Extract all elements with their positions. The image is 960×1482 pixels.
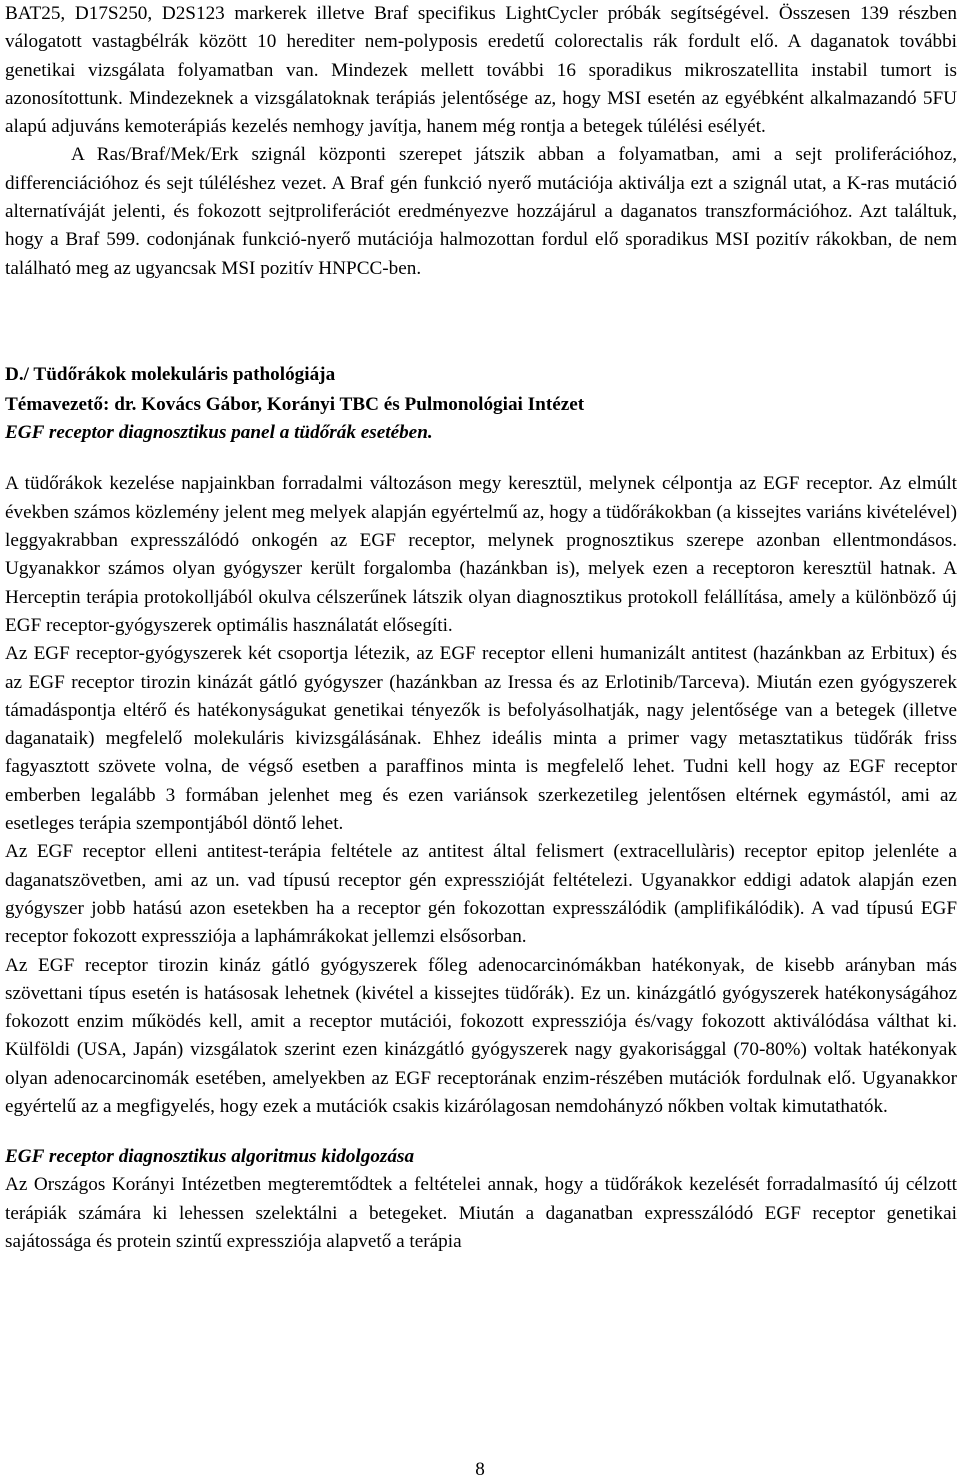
document-page [5, 0, 957, 1256]
body-paragraph: Az EGF receptor-gyógyszerek két csoportja létezik, az EGF receptor elleni humanizált antitest (hazánkban az Erbitux) és az EGF receptor tirozin kinázát gátló gyógyszer (hazánkban az Iressa és az Erlotinib/Tarceva). Miután ezen gyógyszerek támadáspontja eltérő és hatékonyságukat genetikai tényezők is befolyásolhatják, nagy jelentősége van a betegek (illetve daganataik) megfelelő molekuláris kivizsgálásának. Ehhez ideális minta a primer vagy metasztatikus tüdőrák friss fagyasztott szövete volna, de végső esetben a paraffinos minta is megfelelő lehet. Tudni kell hogy az EGF receptor emberben legalább 3 formában jelenhet meg és ezen variánsok szerkezetileg jelentősen eltérnek egymástól, ami az esetleges terápia szempontjából döntő lehet. [5, 643, 957, 835]
algorithm-spacer [5, 1121, 957, 1143]
section-heading: D./ Tüdőrákok molekuláris pathológiája [5, 363, 336, 385]
algorithm-paragraph: Az Országos Korányi Intézetben megteremtődtek a feltételei annak, hogy a tüdőrákok kezelését forradalmasító új célzott terápiák számára ki lehessen szelektálni a betegeket. Miután a daganatban expresszálódó EGF receptor genetikai sajátossága és protein szintű expressziója alapvető a terápia [5, 1174, 957, 1252]
body-paragraph: Az EGF receptor tirozin kináz gátló gyógyszerek főleg adenocarcinómákban hatékonyak, de kisebb arányban más szövettani típus esetén is hatásosak lehetnek (kivétel a kissejtes tüdőrák). Ez un. kinázgátló gyógyszerek hatékonyságához fokozott enzim működés kell, amit a receptor mutációi, fokozott expressziója és/vagy fokozott aktiválódása válthat ki. Külföldi (USA, Japán) vizsgálatok szerint ezen kinázgátló gyógyszerek nagy gyakorisággal (70-80%) voltak hatékonyak olyan adenocarcinomák esetében, amelyekben az EGF receptorának enzim-részében mutációk fordulnak elő. Ugyanakkor egyértelű az a megfigyelés, hogy ezek a mutációk csakis kizárólagosan nemdohányzó nőkben voltak kimutathatók. [5, 954, 957, 1117]
body-paragraph: Az EGF receptor elleni antitest-terápia feltétele az antitest által felismert (extracellulàris) receptor epitop jelenléte a daganatszövetben, ami az un. vad típusú receptor gén expresszióját feltételezi. Ugyanakkor eddigi adatok alapján ezen gyógyszer jobb hatású azon esetekben ha a receptor gén fokozottan expresszálódik (amplifikálódik). A vad típusú EGF receptor fokozott expressziója a laphámrákokat jellemzi elsősorban. [5, 841, 957, 948]
algorithm-title: EGF receptor diagnosztikus algoritmus kidolgozása [5, 1146, 415, 1168]
page-number: 8 [475, 1459, 485, 1480]
section-spacer [5, 283, 957, 361]
supervisor-line: Témavezető: dr. Kovács Gábor, Korányi TBC és Pulmonológiai Intézet [5, 394, 585, 416]
subtitle-spacer [5, 446, 957, 470]
intro-paragraph-1: BAT25, D17S250, D2S123 markerek illetve Braf specifikus LightCycler próbák segítségével. Összesen 139 részben válogatott vastagbélrák között 10 herediter nem-polyposis eredetű colorectalis rák fordult elő. A daganatok további genetikai vizsgálata folyamatban van. Mindezek mellett további 16 sporadikus mikroszatellita instabil tumort is azonosítottunk. Mindezeknek a vizsgálatoknak terápiás jelentősége az, hogy MSI esetén az egyébként alkalmazandó 5FU alapú adjuváns kemoterápiás kezelés nemhogy javítja, hanem még rontja a betegek túlélési esélyét. [5, 3, 957, 138]
section-subtitle: EGF receptor diagnosztikus panel a tüdőrák esetében. [5, 421, 433, 443]
intro-paragraph-2: A Ras/Braf/Mek/Erk szignál központi szerepet játszik abban a folyamatban, ami a sejt proliferációhoz, differenciációhoz és sejt túléléshez vezet. A Braf gén funkció nyerő mutációja aktiválja ezt a szignál utat, a K-ras mutáció alternatíváját jelenti, és fokozott sejtproliferációt eredményezve hozzájárul a daganatos transzformációhoz. Azt találtuk, hogy a Braf 599. codonjának funkció-nyerő mutációja halmozottan fordul elő sporadikus MSI pozitív rákokban, de nem található meg az ugyancsak MSI pozitív HNPCC-ben. [5, 144, 957, 279]
body-paragraph: A tüdőrákok kezelése napjainkban forradalmi változáson megy keresztül, melynek célpontja az EGF receptor. Az elmúlt években számos közlemény jelent meg melyek alapján egyértelmű az, hogy a tüdőrákokban (a kissejtes variáns kivételével) leggyakrabban expresszálódó onkogén az EGF receptor, melynek prognosztikus szerepe azonban ellentmondásos. Ugyanakkor számos olyan gyógyszer került forgalomba (hazánkban is), melyek ezen a receptoron keresztül hatnak. A Herceptin terápia protokolljából okulva célszerűnek látszik olyan diagnosztikus protokoll felállítása, amely a különböző új EGF receptor-gyógyszerek optimális használatát elősegíti. [5, 473, 957, 636]
